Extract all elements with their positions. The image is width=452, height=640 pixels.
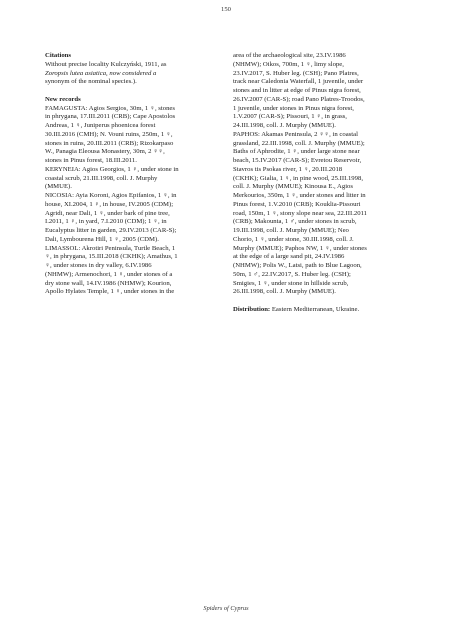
distribution-heading: Distribution: (233, 305, 271, 313)
text-line: 26.IV.2007 (CAR-S); road Pano Platres-Troodos, (233, 95, 365, 103)
text-line: grassland, 22.III.1998, coll. J. Murphy (MMUE); (233, 139, 365, 147)
text-line: 30.III.2016 (CMH); N. Vouni ruins, 250m, 1 ♀, (45, 130, 173, 138)
text-line: (NHMW); Armenochori, 1 ♀, under stones of a (45, 270, 173, 278)
text-line: I.2011, 1 ♀, in yard, 7.I.2010 (CDM); 1 ♀, in (45, 218, 167, 226)
text-line: Stavros tis Psokas river, 1 ♀, 20.III.2018 (233, 165, 343, 173)
text-line: (CKHK); Gialia, 1 ♀, in pine wood, 25.III.1998, (233, 174, 364, 182)
text-line: road, 150m, 1 ♀, stony slope near sea, 22.III.2011 (233, 209, 368, 217)
text-line: Pinus forest, 1.V.2010 (CRB); Kouklia-Pissouri (233, 200, 361, 208)
text-line: 24.III.1998, coll. J. Murphy (MMUE). (233, 122, 336, 129)
text-line: Chorio, 1 ♀, under stone, 30.III.1998, coll. J. (233, 235, 354, 243)
citations-heading: Citations (45, 52, 72, 59)
text-line: in phrygana, 17.III.2011 (CRB); Cape Apostolos (45, 113, 176, 121)
text-line: coll. J. Murphy (MMUE); Kinousa E., Agios (233, 183, 353, 191)
text-line: W., Panagia Eleousa Monastery, 30m, 2 ♀♀, (45, 148, 165, 156)
text-line: ♀, under stones in dry valley, 6.IV.1986 (45, 262, 152, 269)
text-line: 19.III.1998, coll. J. Murphy (MMUE); Neo (233, 227, 349, 234)
left-column (45, 52, 221, 297)
text-line: (CRB); Makounta, 1 ♂, under stones in scrub, (233, 218, 357, 226)
text-line: KERYNEIA: Agios Georgios, 1 ♀, under stone in (45, 165, 179, 173)
text-line: ♀, in phrygana, 15.III.2018 (CKHK); Amathus, 1 (45, 253, 178, 261)
text-line: 1.V.2007 (CAR-S); Pissouri, 1 ♀, in grass, (233, 113, 347, 121)
text-line: 26.III.1998, coll. J. Murphy (MMUE). (233, 288, 336, 296)
text-line: at the edge of a large sand pit, 24.IV.1986 (233, 253, 345, 261)
text-line: stones in Pinus forest, 18.III.2011. (45, 157, 137, 164)
text-line: track near Caledonia Waterfall, 1 juvenile, under (233, 78, 364, 86)
text-line: 50m, 1 ♂, 22.IV.2017, S. Huber leg. (CSH); (233, 270, 351, 278)
distribution-text: Eastern Mediterranean, Ukraine. (270, 305, 360, 313)
text-line: Smigies, 1 ♀, under stone in hillside scrub, (233, 279, 349, 287)
right-column (233, 52, 409, 315)
text-line: LIMASSOL: Akrotiri Peninsula, Turtle Beach, 1 (45, 244, 176, 252)
records-text (45, 105, 221, 298)
text-line: stones and in litter at edge of Pinus nigra forest, (233, 87, 361, 94)
text-line: beach, 15.IV.2017 (CAR-S); Evretou Reservoir, (233, 157, 362, 164)
text-line: Merkourios, 350m, 1 ♀, under stones and litter in (233, 192, 366, 199)
text-line: coastal scrub, 21.III.1998, coll. J. Murphy (45, 174, 158, 182)
records-text-continued (233, 52, 409, 297)
text-line: NICOSIA: Ayia Koroni, Agios Epifanios, 1 ♀, in (45, 192, 177, 199)
text-line: Baths of Aphrodite, 1 ♀, under large stone near (233, 148, 360, 156)
text-line: Andreas, 1 ♀, Juniperus phoenicea forest (45, 122, 156, 129)
text-line: FAMAGUSTA: Agios Sergios, 30m, 1 ♀, stones (45, 104, 176, 112)
text-line: house, XI.2004, 1 ♀, in house, IV.2005 (CDM); (45, 200, 174, 208)
text-line: dry stone wall, 14.IV.1986 (NHMW); Kourion, (45, 279, 172, 287)
text-line: Apollo Hylates Temple, 1 ♀, under stones in the (45, 288, 175, 296)
text-line: Dali, Lymbourena Hill, 1 ♀, 2005 (CDM). (45, 235, 159, 243)
text-line: (NHMW); Oikos, 700m, 1 ♀, limy slope, (233, 60, 344, 68)
text-line: 23.IV.2017, S. Huber leg. (CSH); Pano Platres, (233, 69, 359, 77)
text-line: Eucalyptus litter in garden, 29.IV.2013 (CAR-S); (45, 227, 177, 234)
page-number: 150 (221, 6, 231, 13)
text-line: (MMUE). (45, 183, 72, 191)
new-records-heading: New records (45, 95, 81, 103)
text-line: Without precise locality Kulczyński, 1911, as (45, 60, 167, 68)
text-line: area of the archaeological site, 23.IV.1986 (233, 52, 346, 59)
text-line: 1 juvenile, under stones in Pinus nigra forest, (233, 104, 354, 112)
text-line: Agridi, near Dali, 1 ♀, under bark of pine tree, (45, 209, 170, 217)
distribution-paragraph (233, 306, 409, 315)
text-line: synonym of the nominal species.). (45, 78, 137, 86)
text-line: Zoropsis lutea asiatica, now considered a (45, 69, 157, 77)
running-footer: Spiders of Cyprus (203, 605, 249, 612)
citations-text (45, 61, 221, 87)
text-line: Murphy (MMUE); Paphos NW, 1 ♀, under stones (233, 244, 367, 252)
text-line: stones in ruins, 20.III.2011 (CRB); Rizokarpaso (45, 139, 174, 147)
text-line: PAPHOS: Akamas Peninsula, 2 ♀♀, in coastal (233, 130, 358, 138)
text-line: (NHMW); Polis W., Latsi, path to Blue Lagoon, (233, 262, 362, 269)
